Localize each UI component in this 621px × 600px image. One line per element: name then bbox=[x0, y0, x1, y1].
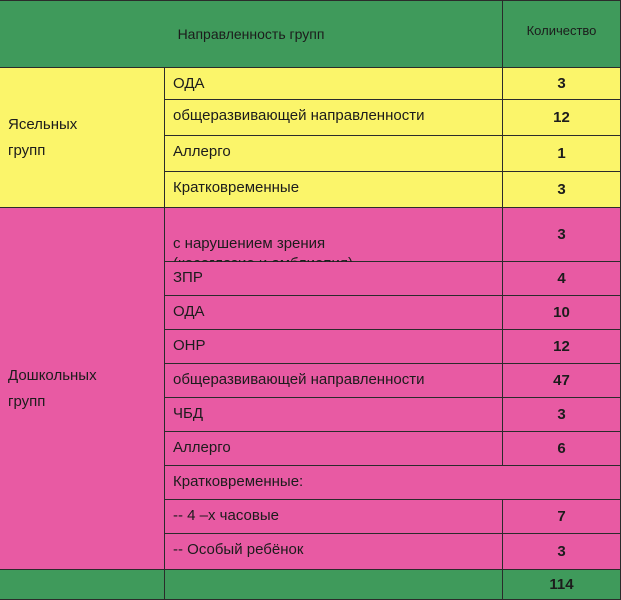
preschool-row-name: Аллерго bbox=[165, 432, 503, 466]
preschool-row-name: с нарушением зрения bbox=[165, 208, 503, 262]
preschool-row-count: 4 bbox=[503, 262, 621, 296]
preschool-row-count: 12 bbox=[503, 330, 621, 364]
nursery-group-label: Ясельных групп bbox=[0, 68, 165, 208]
preschool-row-name: ЧБД bbox=[165, 398, 503, 432]
total-row-empty-middle bbox=[165, 570, 503, 600]
preschool-row-count: 3 bbox=[503, 398, 621, 432]
nursery-row-name: ОДА bbox=[165, 68, 503, 100]
preschool-row-count: 6 bbox=[503, 432, 621, 466]
preschool-row-name: ЗПР bbox=[165, 262, 503, 296]
nursery-row-count: 3 bbox=[503, 172, 621, 208]
nursery-row-name: Аллерго bbox=[165, 136, 503, 172]
preschool-group-label: Дошкольных групп bbox=[0, 208, 165, 570]
preschool-short-term-row-count: 3 bbox=[503, 534, 621, 570]
header-count-label: Количество bbox=[526, 23, 597, 38]
preschool-row-name: ОДА bbox=[165, 296, 503, 330]
preschool-short-term-row-name: -- 4 –х часовые bbox=[165, 500, 503, 534]
nursery-row-count: 12 bbox=[503, 100, 621, 136]
preschool-short-term-row-count: 7 bbox=[503, 500, 621, 534]
preschool-short-term-heading: Кратковременные: bbox=[165, 466, 621, 500]
nursery-row-count: 3 bbox=[503, 68, 621, 100]
preschool-row-name: общеразвивающей направленности bbox=[165, 364, 503, 398]
header-count-cell bbox=[503, 0, 621, 68]
nursery-row-name: Кратковременные bbox=[165, 172, 503, 208]
nursery-row-name: общеразвивающей направленности bbox=[165, 100, 503, 136]
total-count-cell bbox=[503, 570, 621, 600]
preschool-short-term-row-name: -- Особый ребёнок bbox=[165, 534, 503, 570]
header-direction-label: Направленность групп bbox=[177, 26, 325, 42]
preschool-row-count: 3 bbox=[503, 208, 621, 262]
preschool-row-count: 47 bbox=[503, 364, 621, 398]
preschool-row-name: ОНР bbox=[165, 330, 503, 364]
total-count: 114 bbox=[549, 576, 574, 593]
header-direction-cell bbox=[0, 0, 503, 68]
preschool-row-count: 10 bbox=[503, 296, 621, 330]
total-row-empty-left bbox=[0, 570, 165, 600]
nursery-row-count: 1 bbox=[503, 136, 621, 172]
